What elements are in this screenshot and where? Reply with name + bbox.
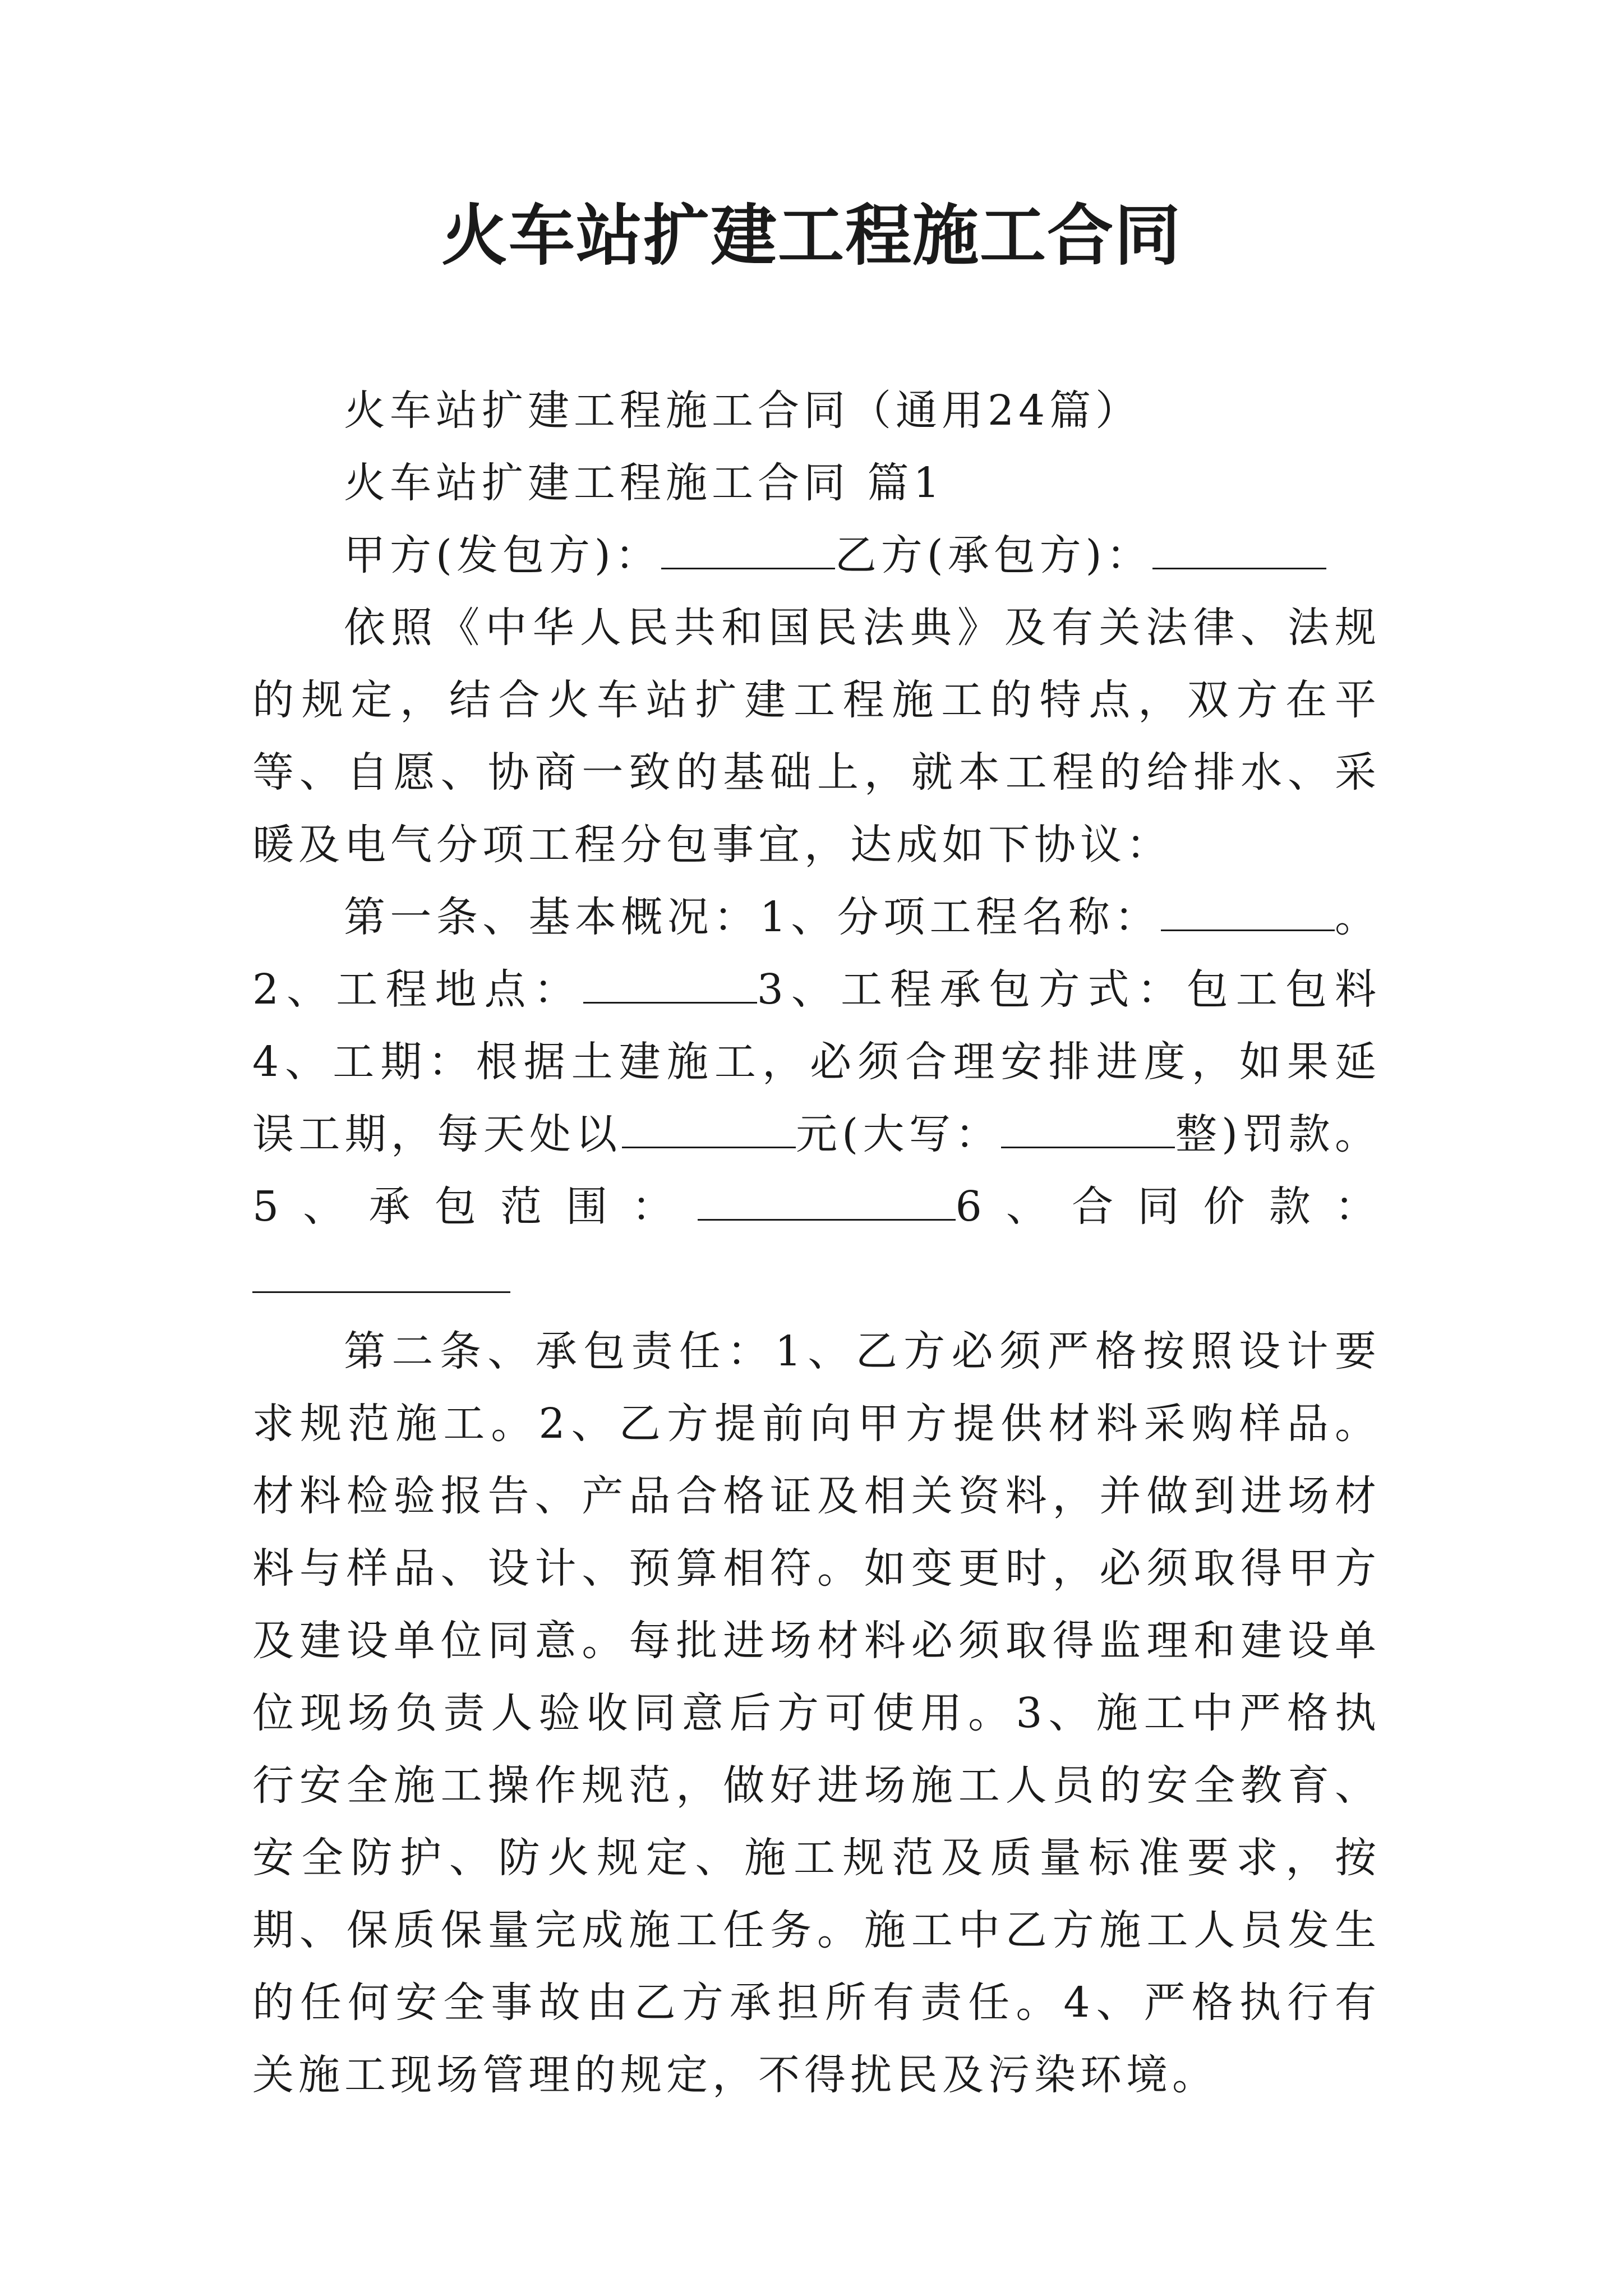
contract-price-blank bbox=[252, 1252, 510, 1293]
preamble-paragraph: 依照《中华人民共和国民法典》及有关法律、法规的规定，结合火车站扩建工程施工的特点，双方在平等、自愿、协商一致的基础上，就本工程的给排水、采暖及电气分项工程分包事宜，达成如下协议： bbox=[252, 604, 1381, 869]
chapter-heading: 火车站扩建工程施工合同 篇1 bbox=[344, 459, 944, 507]
article-1-text: 3、工程承包方式：包工包料4、工期：根据土建施工，必须合理安排进度，如果延误工期，每天处以 bbox=[252, 965, 1381, 1158]
contract-scope-blank bbox=[698, 1180, 956, 1221]
party-b-blank bbox=[1152, 528, 1326, 569]
project-name-blank bbox=[1161, 890, 1335, 931]
document-title: 火车站扩建工程施工合同 bbox=[441, 196, 1182, 274]
party-a-label: 甲方(发包方)： bbox=[344, 531, 661, 579]
parties-line bbox=[252, 519, 1381, 592]
party-a-blank bbox=[661, 528, 835, 569]
subtitle: 火车站扩建工程施工合同（通用24篇） bbox=[344, 386, 1142, 435]
document-body bbox=[252, 375, 1381, 2111]
party-b-label: 乙方(承包方)： bbox=[834, 531, 1152, 579]
penalty-amount-uppercase-blank bbox=[1001, 1107, 1175, 1148]
article-1-paragraph bbox=[252, 881, 1381, 1315]
article-1-text: 6、合同价款： bbox=[955, 1182, 1381, 1231]
project-location-blank bbox=[583, 963, 757, 1004]
penalty-amount-blank bbox=[622, 1107, 796, 1148]
article-1-text: 整)罚款。5、承包范围： bbox=[252, 1110, 1381, 1231]
article-2-paragraph: 第二条、承包责任：1、乙方必须严格按照设计要求规范施工。2、乙方提前向甲方提供材料采购样品。材料检验报告、产品合格证及相关资料，并做到进场材料与样品、设计、预算相符。如变更时，必须取得甲方及建设单位同意。每批进场材料必须取得监理和建设单位现场负责人验收同意后方可使用。3、施工中严格执行安全施工操作规范，做好进场施工人员的安全教育、安全防护、防火规定、施工规范及质量标准要求，按期、保质保量完成施工任务。施工中乙方施工人员发生的任何安全事故由乙方承担所有责任。4、严格执行有关施工现场管理的规定，不得扰民及污染环境。 bbox=[252, 1327, 1381, 2099]
article-1-text: 元(大写： bbox=[795, 1110, 1002, 1158]
article-1-text: 第一条、基本概况：1、分项工程名称： bbox=[344, 893, 1161, 941]
article-1-text: 。2、工程地点： bbox=[252, 893, 1381, 1014]
